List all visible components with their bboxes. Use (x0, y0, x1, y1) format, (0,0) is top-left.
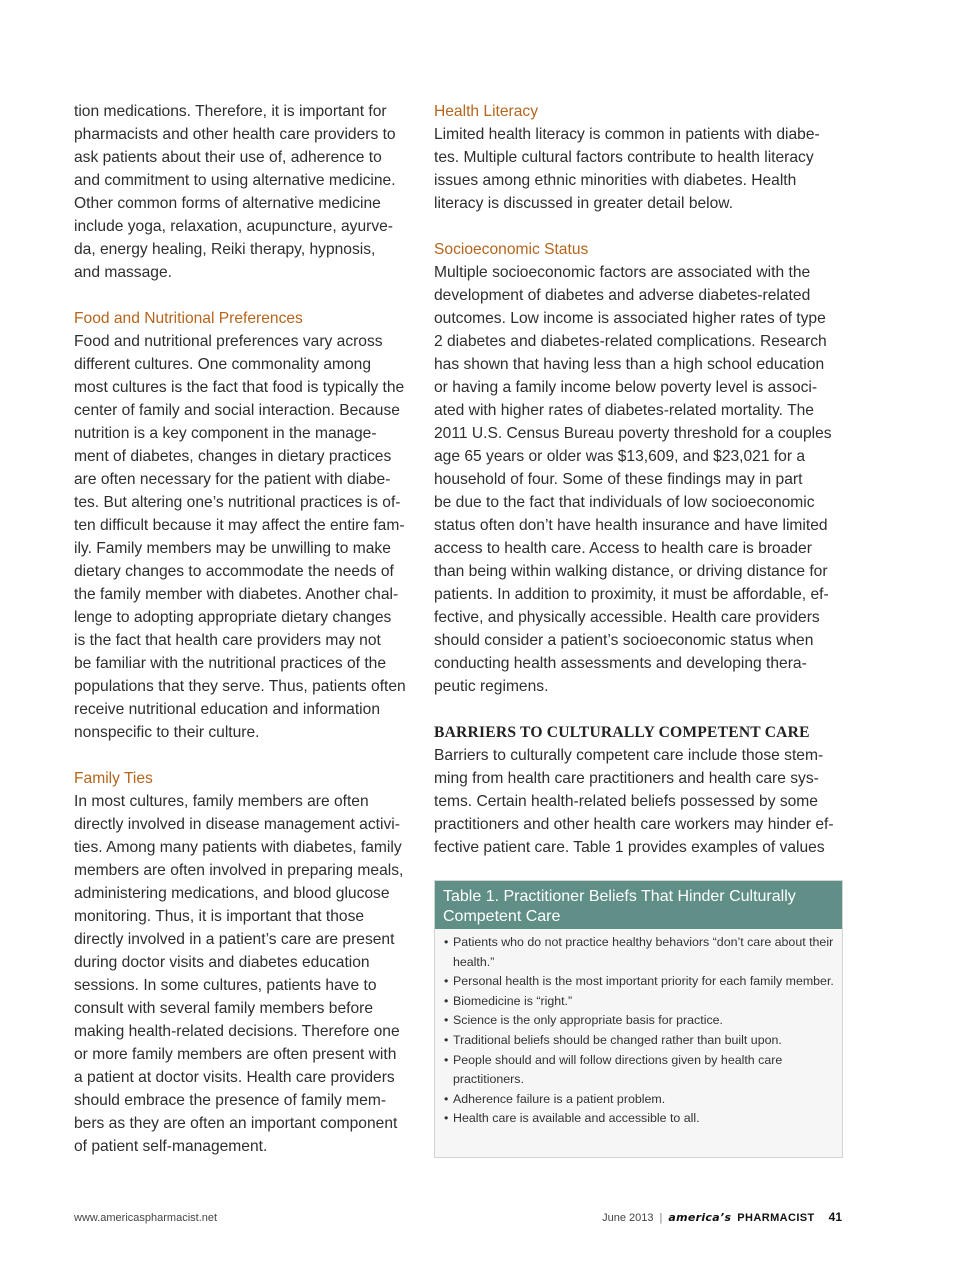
table-1-item: • People should and will follow directions given by health care practitioners. (443, 1051, 834, 1090)
magazine-name-part-2: PHARMACIST (737, 1212, 815, 1224)
table-1-item: • Patients who do not practice healthy behaviors “don’t care about their health.” (443, 933, 834, 972)
health-literacy-heading: Health Literacy (434, 103, 539, 120)
intro-paragraph: tion medications. Therefore, it is important for pharmacists and other health care providers to ask patients about their use of, adherence to and commitment to using alternative medicine. Other common forms of alternative medicine include yoga, relaxation, acupuncture, ayurve- da, energy healing, Reiki therapy, hypnosis, and massage. (74, 103, 396, 281)
table-1-title: Table 1. Practitioner Beliefs That Hinder Culturally Competent Care (435, 881, 842, 929)
table-1 (434, 880, 843, 1158)
table-1-item: • Adherence failure is a patient problem. (443, 1090, 834, 1110)
socioeconomic-paragraph: Multiple socioeconomic factors are associated with the development of diabetes and adverse diabetes-related outcomes. Low income is associated higher rates of type 2 diabetes and diabetes-related complications. Research has shown that having less than a high school education or having a family income below poverty level is associ- ated with higher rates of diabetes-related mortality. The 2011 U.S. Census Bureau poverty threshold for a couples age 65 years or older was $13,609, and $23,021 for a household of four. Some of these findings may in part be due to the fact that individuals of low socioeconomic status often don’t have health insurance and have limited access to health care. Access to health care is broader than being within walking distance, or driving distance for patients. In addition to proximity, it must be affordable, ef- fective, and physically accessible. Health care providers should consider a patient’s socioeconomic status when conducting health assessments and developing thera- peutic regimens. (434, 264, 832, 695)
table-1-list (435, 929, 842, 1129)
footer-url: www.americaspharmacist.net (74, 1212, 218, 1224)
health-literacy-paragraph: Limited health literacy is common in patients with diabe- tes. Multiple cultural factors contribute to health literacy issues among ethnic minorities with diabetes. Health literacy is discussed in greater detail below. (434, 126, 820, 212)
food-preferences-heading: Food and Nutritional Preferences (74, 310, 303, 327)
barriers-heading: BARRIERS TO CULTURALLY COMPETENT CARE (434, 724, 810, 741)
table-1-item: • Biomedicine is “right.” (443, 992, 834, 1012)
right-column (434, 100, 844, 859)
family-ties-paragraph: In most cultures, family members are often directly involved in disease management activi- ties. Among many patients with diabetes, family members are often involved in preparing meals, administering medications, and blood glucose monitoring. Thus, it is important that those directly involved in a patient’s care are present during doctor visits and diabetes education sessions. In some cultures, patients have to consult with several family members before making health-related decisions. Therefore one or more family members are often present with a patient at doctor visits. Health care providers should embrace the presence of family mem- bers as they are often an important component of patient self-management. (74, 793, 404, 1155)
barriers-paragraph: Barriers to culturally competent care include those stem- ming from health care practitioners and health care sys- tems. Certain health-related beliefs possessed by some practitioners and other health care workers may hinder ef- fective patient care. Table 1 provides examples of values (434, 747, 834, 856)
page-number: 41 (828, 1210, 842, 1224)
magazine-name-part-1: america’s (668, 1211, 732, 1224)
footer-separator: | (659, 1212, 663, 1224)
food-preferences-paragraph: Food and nutritional preferences vary across different cultures. One commonality among most cultures is the fact that food is typically the center of family and social interaction. Because nutrition is a key component in the manage- ment of diabetes, changes in dietary practices are often necessary for the patient with diabe- tes. But altering one’s nutritional practices is of- ten difficult because it may affect the entire fam- ily. Family members may be unwilling to make dietary changes to accommodate the needs of the family member with diabetes. Another chal- lenge to adopting appropriate dietary changes is the fact that health care providers may not be familiar with the nutritional practices of the populations that they serve. Thus, patients often receive nutritional education and information nonspecific to their culture. (74, 333, 406, 741)
table-1-item: • Traditional beliefs should be changed rather than built upon. (443, 1031, 834, 1051)
footer-date: June 2013 (602, 1212, 654, 1224)
socioeconomic-heading: Socioeconomic Status (434, 241, 589, 258)
table-1-item: • Science is the only appropriate basis for practice. (443, 1011, 834, 1031)
footer-publication (602, 1210, 842, 1224)
left-column (74, 100, 419, 1158)
family-ties-heading: Family Ties (74, 770, 153, 787)
table-1-item: • Health care is available and accessible to all. (443, 1109, 834, 1129)
table-1-item: • Personal health is the most important priority for each family member. (443, 972, 834, 992)
